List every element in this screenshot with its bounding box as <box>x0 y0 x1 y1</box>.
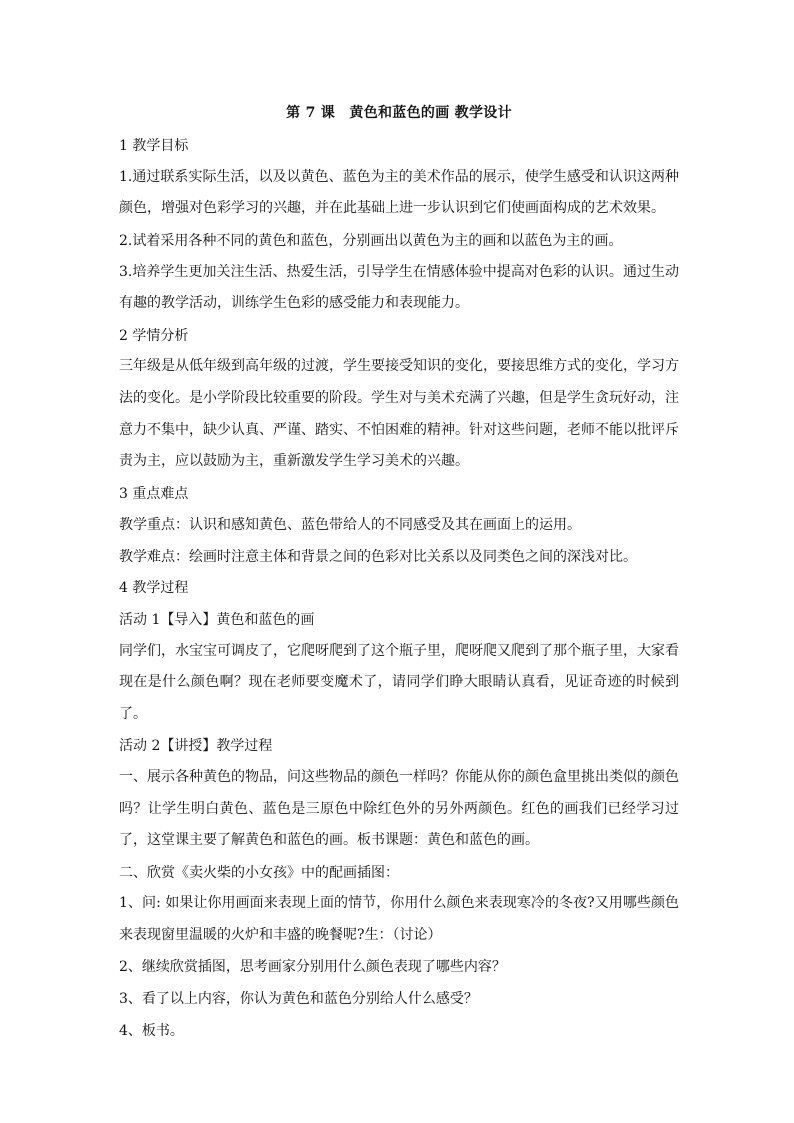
analysis-paragraph: 三年级是从低年级到高年级的过渡，学生要接受知识的变化，要接思维方式的变化，学习方法的变化。是小学阶段比较重要的阶段。学生对与美术充满了兴趣，但是学生贪玩好动，注意力不集中，缺少认真、严谨、踏实、不怕困难的精神。针对这些问题，老师不能以批评斥责为主，应以鼓励为主，重新激发学生学习美术的兴趣。 <box>119 358 679 470</box>
activity-2-heading: 活动 2【讲授】教学过程 <box>119 738 273 755</box>
objective-1-paragraph: 1.通过联系实际生活，以及以黄色、蓝色为主的美术作品的展示，使学生感受和认识这两种颜色，增强对色彩学习的兴趣，并在此基础上进一步认识到它们使画面构成的艺术效果。 <box>119 168 679 217</box>
difficulty-paragraph: 教学难点：绘画时注意主体和背景之间的色彩对比关系以及同类色之间的深浅对比。 <box>119 548 637 565</box>
activity-1-paragraph: 同学们，水宝宝可调皮了，它爬呀爬到了这个瓶子里，爬呀爬又爬到了那个瓶子里，大家看现在是什么颜色啊？现在老师要变魔术了，请同学们睁大眼睛认真看，见证奇迹的时候到了。 <box>119 642 679 722</box>
question-4-paragraph: 4、板书。 <box>119 1022 184 1039</box>
section-heading-process: 4 教学过程 <box>119 580 189 597</box>
objective-2-paragraph: 2.试着采用各种不同的黄色和蓝色，分别画出以黄色为主的画和以蓝色为主的画。 <box>119 232 623 249</box>
key-point-paragraph: 教学重点：认识和感知黄色、蓝色带给人的不同感受及其在画面上的运用。 <box>119 517 581 534</box>
question-1-paragraph: 1、问: 如果让你用画面来表现上面的情节，你用什么颜色来表现寒冷的冬夜?又用哪些颜色来表现窗里温暖的火炉和丰盛的晚餐呢?生：（讨论） <box>119 895 679 944</box>
section-heading-key-points: 3 重点难点 <box>119 485 189 502</box>
objective-3-paragraph: 3.培养学生更加关注生活、热爱生活，引导学生在情感体验中提高对色彩的认识。通过生动有趣的教学活动，训练学生色彩的感受能力和表现能力。 <box>119 263 679 312</box>
step-2-heading: 二、欣赏《卖火柴的小女孩》中的配画插图： <box>119 864 399 881</box>
question-2-paragraph: 2、继续欣赏插图，思考画家分别用什么颜色表现了哪些内容？ <box>119 959 506 976</box>
document-title: 第 7 课 黄色和蓝色的画 教学设计 <box>286 105 512 121</box>
document-page <box>119 103 679 1051</box>
question-3-paragraph: 3、看了以上内容，你认为黄色和蓝色分别给人什么感受？ <box>119 991 478 1008</box>
section-heading-analysis: 2 学情分析 <box>119 327 189 344</box>
activity-1-heading: 活动 1【导入】黄色和蓝色的画 <box>119 611 315 628</box>
step-1-paragraph: 一、展示各种黄色的物品，问这些物品的颜色一样吗？你能从你的颜色盒里挑出类似的颜色吗？让学生明白黄色、蓝色是三原色中除红色外的另外两颜色。红色的画我们已经学习过了，这堂课主要了解黄色和蓝色的画。板书课题：黄色和蓝色的画。 <box>119 769 679 849</box>
section-heading-objectives: 1 教学目标 <box>119 138 189 154</box>
